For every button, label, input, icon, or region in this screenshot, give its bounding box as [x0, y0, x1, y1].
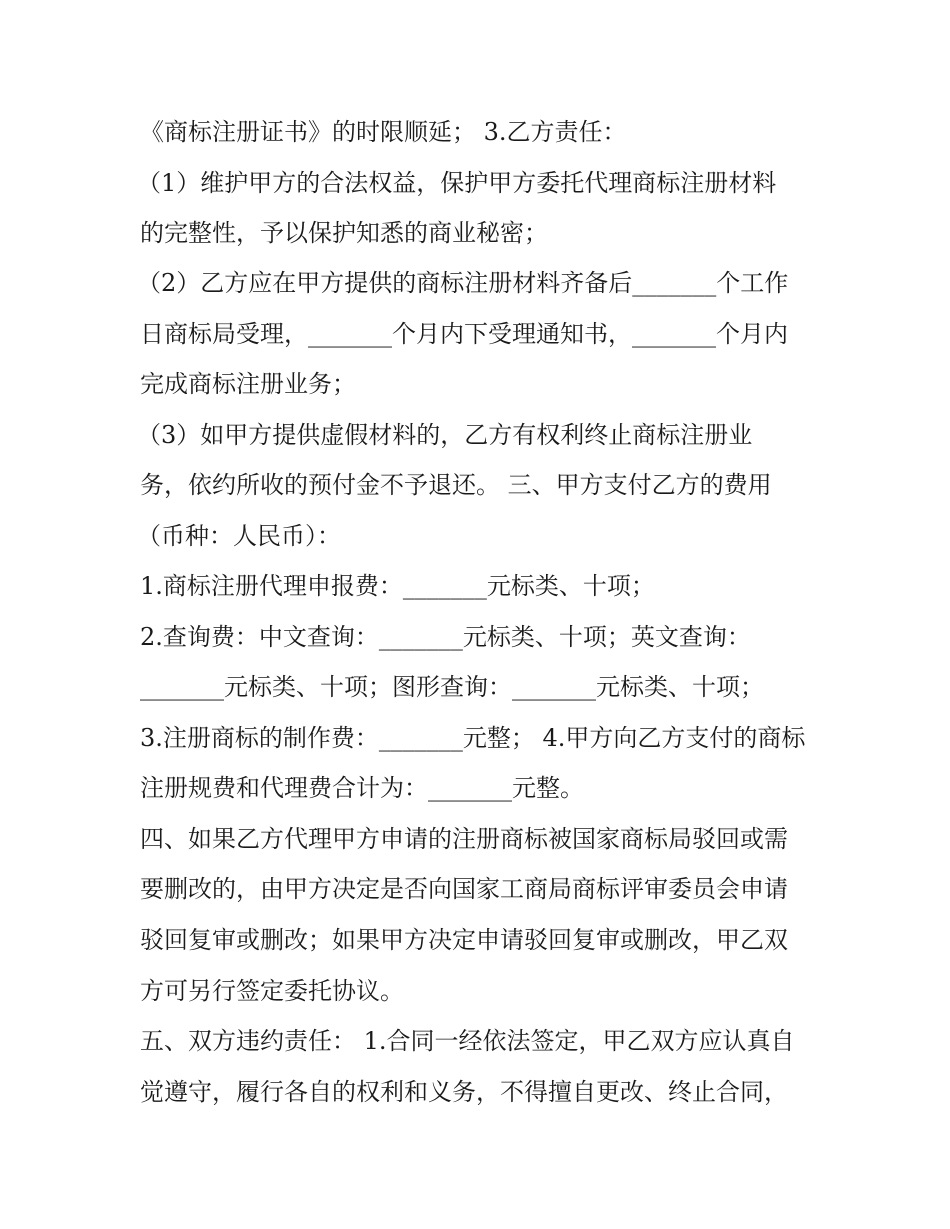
text-line: 3.注册商标的制作费：_______元整； 4.甲方向乙方支付的商标	[140, 724, 806, 752]
text-line: （1）维护甲方的合法权益，保护甲方委托代理商标注册材料	[137, 169, 777, 197]
text-line: _______元标类、十项；图形查询：_______元标类、十项；	[140, 673, 764, 701]
text-line: 1.商标注册代理申报费：_______元标类、十项；	[140, 572, 655, 600]
text-line: （3）如甲方提供虚假材料的，乙方有权利终止商标注册业	[137, 421, 753, 449]
text-line: 方可另行签定委托协议。	[140, 977, 404, 1005]
text-line: （币种：人民币）：	[137, 522, 341, 550]
text-line: 要删改的，由甲方决定是否向国家工商局商标评审委员会申请	[140, 875, 788, 903]
text-line: 日商标局受理，_______个月内下受理通知书，_______个月内	[140, 320, 788, 348]
text-line: 的完整性，予以保护知悉的商业秘密；	[140, 219, 548, 247]
text-line: （2）乙方应在甲方提供的商标注册材料齐备后_______个工作	[137, 269, 789, 297]
text-line: 《商标注册证书》的时限顺延； 3.乙方责任：	[140, 118, 627, 146]
text-line: 注册规费和代理费合计为：_______元整。	[140, 774, 584, 802]
text-line: 2.查询费：中文查询：_______元标类、十项；英文查询：	[140, 623, 751, 651]
text-line: 务，依约所收的预付金不予退还。 三、甲方支付乙方的费用	[140, 471, 772, 499]
text-line: 四、如果乙方代理甲方申请的注册商标被国家商标局驳回或需	[140, 825, 788, 853]
text-line: 五、双方违约责任： 1.合同一经依法签定，甲乙双方应认真自	[140, 1027, 795, 1055]
text-line: 觉遵守，履行各自的权利和义务，不得擅自更改、终止合同，	[140, 1078, 788, 1106]
text-line: 驳回复审或删改；如果甲方决定申请驳回复审或删改，甲乙双	[140, 926, 788, 954]
text-line: 完成商标注册业务；	[140, 370, 356, 398]
